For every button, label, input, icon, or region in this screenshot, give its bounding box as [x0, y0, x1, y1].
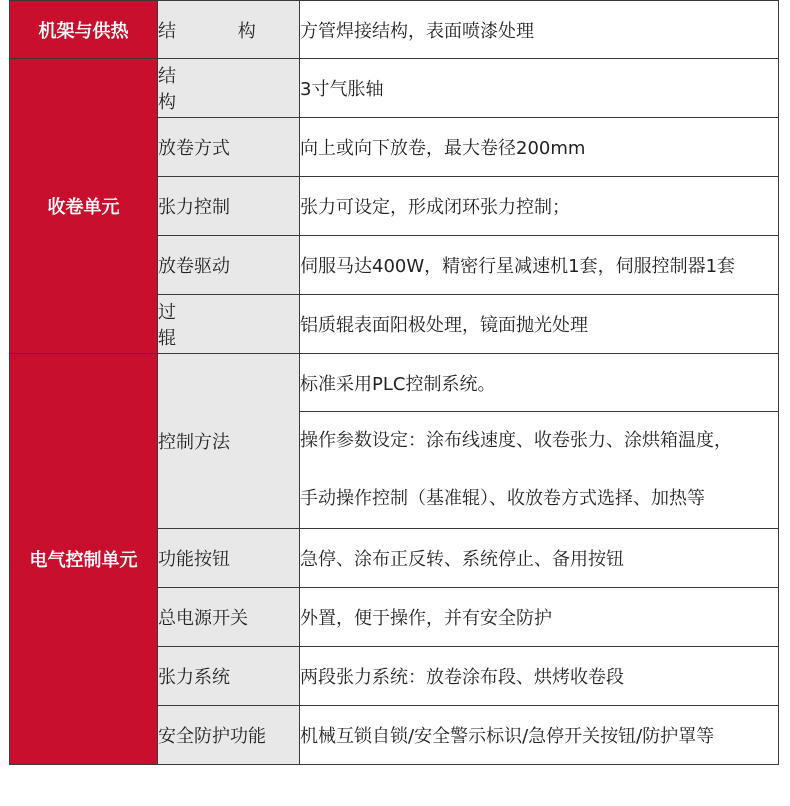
item-label-text: 过 辊 — [158, 302, 220, 349]
item-value: 方管焊接结构，表面喷漆处理 — [300, 1, 779, 59]
value-line: 手动操作控制（基准辊）、收放卷方式选择、加热等 — [300, 488, 705, 509]
item-label-text: 结 构 — [158, 20, 284, 42]
item-value: 两段张力系统：放卷涂布段、烘烤收卷段 — [300, 647, 779, 706]
item-label: 张力控制 — [158, 177, 300, 236]
item-label — [158, 59, 300, 118]
item-label: 功能按钮 — [158, 529, 300, 588]
category-frame-heating: 机架与供热 — [10, 1, 158, 59]
table-row — [10, 59, 779, 118]
item-value: 外置，便于操作，并有安全防护 — [300, 588, 779, 647]
item-label: 安全防护功能 — [158, 706, 300, 765]
item-value: 标准采用PLC控制系统。 — [300, 354, 779, 412]
item-value: 伺服马达400W，精密行星减速机1套，伺服控制器1套 — [300, 236, 779, 295]
item-label: 张力系统 — [158, 647, 300, 706]
item-label — [158, 295, 300, 354]
spec-table — [9, 0, 779, 765]
item-label: 放卷方式 — [158, 118, 300, 177]
item-label-text: 结 构 — [158, 66, 220, 113]
table-row — [10, 354, 779, 412]
item-value: 急停、涂布正反转、系统停止、备用按钮 — [300, 529, 779, 588]
item-label: 总电源开关 — [158, 588, 300, 647]
table-row — [10, 1, 779, 59]
item-value: 机械互锁自锁/安全警示标识/急停开关按钮/防护罩等 — [300, 706, 779, 765]
value-line: 操作参数设定：涂布线速度、收卷张力、涂烘箱温度， — [300, 430, 732, 451]
item-value: 3寸气胀轴 — [300, 59, 779, 118]
item-value: 张力可设定，形成闭环张力控制； — [300, 177, 779, 236]
item-value-multiline — [300, 412, 779, 529]
category-unwind: 收卷单元 — [10, 59, 158, 354]
item-label: 放卷驱动 — [158, 236, 300, 295]
category-electric-control: 电气控制单元 — [10, 354, 158, 765]
item-value: 向上或向下放卷，最大卷径200mm — [300, 118, 779, 177]
item-value: 铝质辊表面阳极处理，镜面抛光处理 — [300, 295, 779, 354]
item-label — [158, 1, 300, 59]
item-label: 控制方法 — [158, 354, 300, 529]
